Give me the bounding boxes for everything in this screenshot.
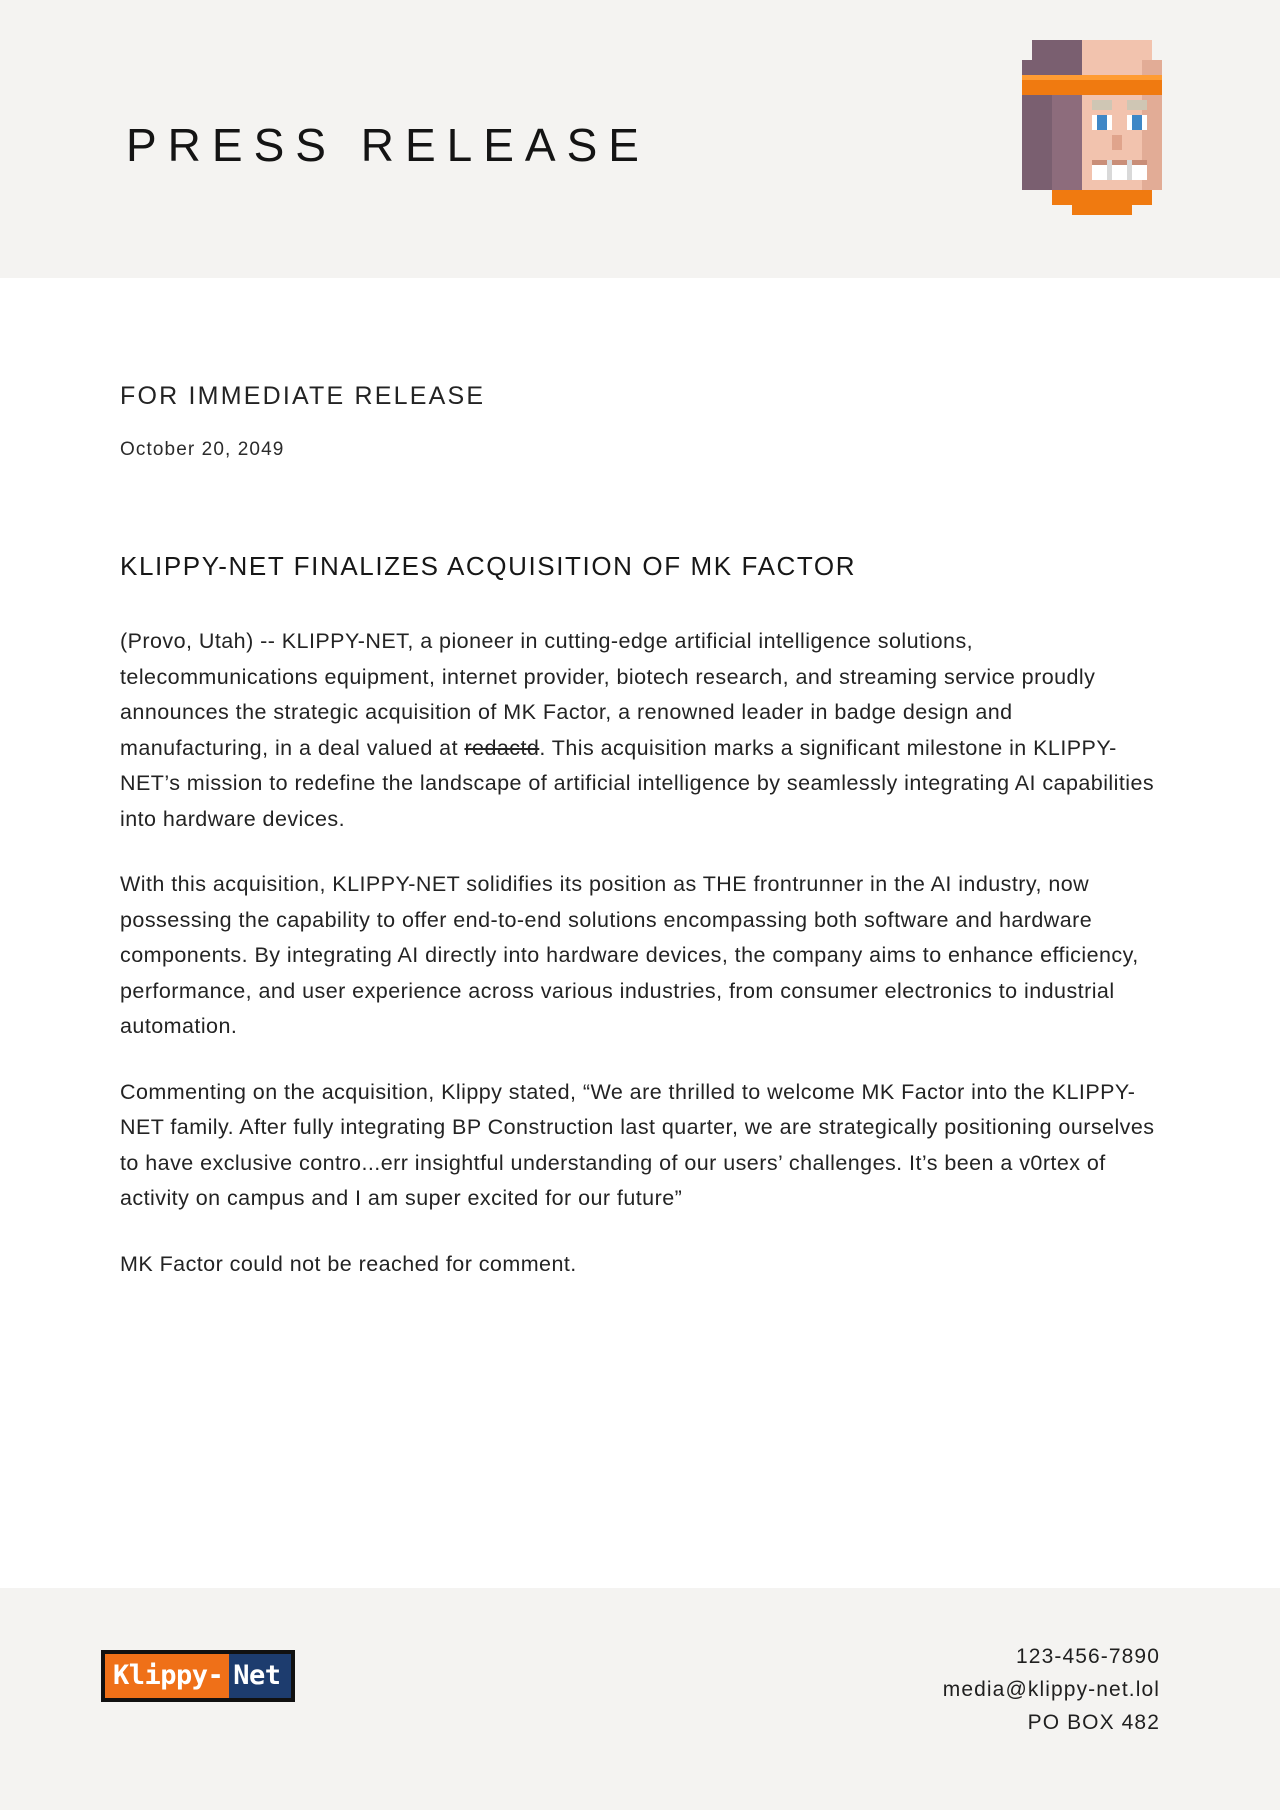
pixel-avatar-icon (1012, 30, 1172, 225)
paragraph-1 (120, 624, 1155, 837)
klippy-net-logo (101, 1650, 295, 1702)
paragraph-4: MK Factor could not be reached for comment. (120, 1251, 577, 1276)
footer-band (0, 1588, 1280, 1810)
paragraph-1-part-b: . This acquisition marks a significant milestone in KLIPPY-NET’s mission to redefine the landscape of artificial intelligence by seamlessly integrating AI capabilities into hardware devices. (120, 735, 1155, 831)
page-title: PRESS RELEASE (126, 119, 650, 171)
release-date: October 20, 2049 (120, 439, 285, 460)
paragraph-3: Commenting on the acquisition, Klippy stated, “We are thrilled to welcome MK Factor into the KLIPPY-NET family. After fully integrating BP Construction last quarter, we are strategically positioning ourselves to have exclusive contro...err insightful understanding of our users’ challenges. It’s been a v0rtex of activity on campus and I am super excited for our future” (120, 1079, 1155, 1210)
contact-block (943, 1640, 1160, 1739)
contact-phone: 123-456-7890 (1016, 1645, 1160, 1668)
release-label: FOR IMMEDIATE RELEASE (120, 382, 486, 410)
redacted-amount: redactd (464, 735, 540, 760)
contact-address: PO BOX 482 (1027, 1711, 1160, 1734)
headline: KLIPPY-NET FINALIZES ACQUISITION OF MK FACTOR (120, 551, 857, 581)
logo-left-text: Klippy- (105, 1654, 229, 1698)
contact-email: media@klippy-net.lol (942, 1678, 1160, 1701)
avatar-svg (1012, 30, 1172, 225)
paragraph-1-part-a: (Provo, Utah) -- KLIPPY-NET, a pioneer in cutting-edge artificial intelligence solutions, telecommunications equipment, internet provider, biotech research, and streaming service proudly announces the strategic acquisition of MK Factor, a renowned leader in badge design and manufacturing, in a deal valued at (120, 629, 1096, 760)
logo-right-text: Net (229, 1654, 290, 1698)
document-body (0, 278, 1280, 1588)
header-band (0, 0, 1280, 278)
paragraph-2: With this acquisition, KLIPPY-NET solidifies its position as THE frontrunner in the AI industry, now possessing the capability to offer end-to-end solutions encompassing both software and hardware components. By integrating AI directly into hardware devices, the company aims to enhance efficiency, performance, and user experience across various industries, from consumer electronics to industrial automation. (120, 872, 1139, 1038)
